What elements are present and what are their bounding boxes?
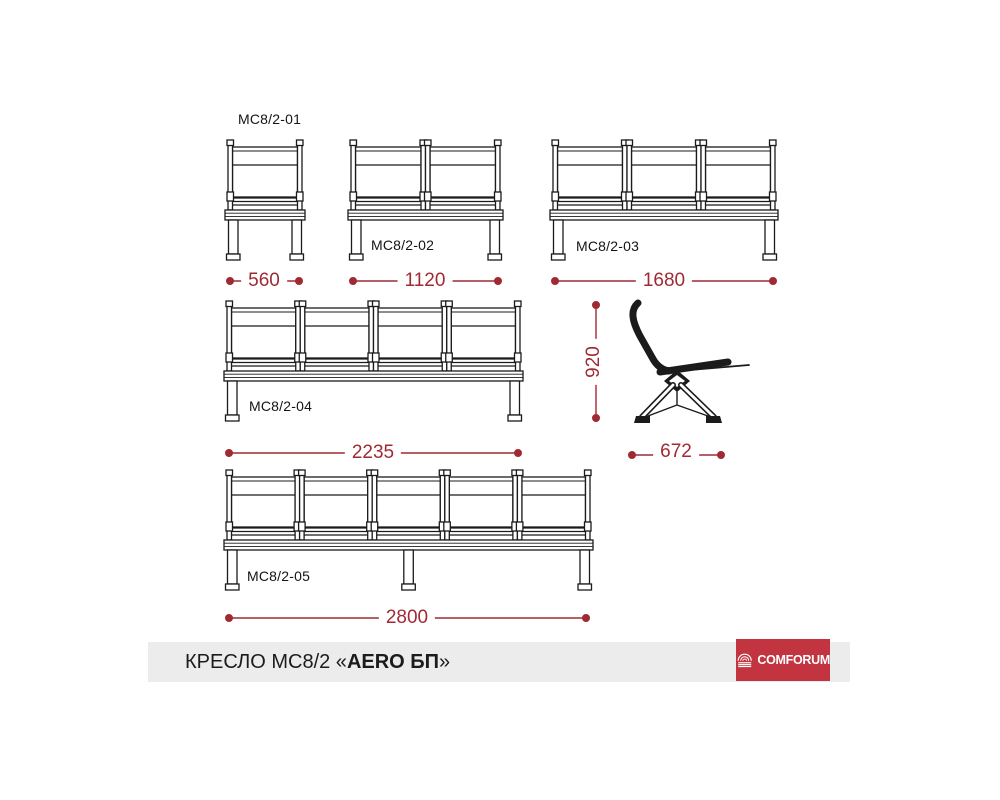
side-foot-left xyxy=(634,416,650,423)
side-foot-right xyxy=(706,416,722,423)
model-label-mc8-2-03: МС8/2-03 xyxy=(576,238,640,254)
bench-1-seats xyxy=(225,140,305,260)
sheet-title-model: AERO БП xyxy=(346,651,440,673)
comforum-logo-icon xyxy=(736,649,753,671)
footer-bar xyxy=(148,642,850,682)
sheet-title-suffix: » xyxy=(439,651,451,673)
comforum-logo-text: COMFORUM xyxy=(757,653,830,667)
bench-4-width-dimension: 2235 xyxy=(345,442,401,464)
model-label-mc8-2-04: МС8/2-04 xyxy=(249,398,313,414)
chair-height-dimension: 920 xyxy=(583,339,605,385)
model-label-mc8-2-01: МС8/2-01 xyxy=(238,111,302,127)
side-backrest xyxy=(633,303,669,371)
model-label-mc8-2-05: МС8/2-05 xyxy=(247,568,311,584)
comforum-logo xyxy=(736,639,830,681)
bench-3-width-dimension: 1680 xyxy=(636,270,692,292)
sheet-title xyxy=(185,642,450,682)
bench-2-width-dimension: 1120 xyxy=(398,270,453,292)
side-view-chair-drawing xyxy=(633,303,749,423)
bench-5-width-dimension: 2800 xyxy=(379,607,435,629)
sheet-title-prefix: КРЕСЛО МС8/2 « xyxy=(185,651,347,673)
bench-1-width-dimension: 560 xyxy=(241,270,287,292)
chair-depth-dimension: 672 xyxy=(653,441,699,463)
model-label-mc8-2-02: МС8/2-02 xyxy=(371,237,435,253)
